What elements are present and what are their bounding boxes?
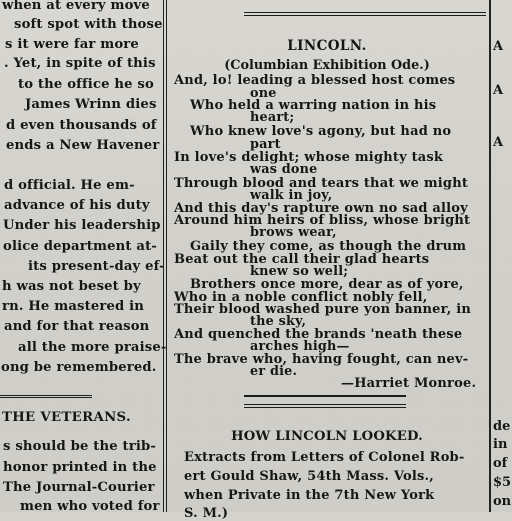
left-line-20: honor printed in the xyxy=(3,460,157,475)
left-line-9: d official. He em- xyxy=(4,178,135,193)
section-line-1: Extracts from Letters of Colonel Rob- xyxy=(184,450,465,465)
poem-line-3: Who held a warring nation in his xyxy=(190,98,437,113)
left-line-5: to the office he so xyxy=(18,77,154,92)
poem-line-7: In love's delight; whose mighty task xyxy=(174,150,444,165)
right-fragment-7: $5 xyxy=(493,475,512,490)
left-line-21: The Journal-Courier xyxy=(3,480,155,495)
left-section-heading: THE VETERANS. xyxy=(2,410,131,425)
left-line-8: ends a New Havener xyxy=(6,138,160,153)
poem-line-13: brows wear, xyxy=(250,225,337,240)
right-fragment-1: A xyxy=(493,39,504,54)
poem-line-9: Through blood and tears that we might xyxy=(174,176,469,191)
poem-line-1: And, lo! leading a blessed host comes xyxy=(174,73,456,88)
section-line-3: when Private in the 7th New York xyxy=(184,488,435,503)
poem-line-14: Gaily they come, as though the drum xyxy=(190,239,467,254)
poem-line-17: Brothers once more, dear as of yore, xyxy=(190,277,464,292)
left-line-17: all the more praise- xyxy=(18,340,167,355)
left-line-11: Under his leadership xyxy=(3,218,161,233)
poem-line-8: was done xyxy=(250,162,318,177)
left-article-column xyxy=(0,0,167,514)
poem-line-6: part xyxy=(250,137,281,152)
left-line-16: and for that reason xyxy=(4,319,150,334)
left-line-4: . Yet, in spite of this xyxy=(4,56,156,71)
middle-section-rule-1 xyxy=(244,395,406,397)
left-line-19: s should be the trib- xyxy=(3,439,156,454)
left-line-18: ong be remembered. xyxy=(1,360,157,375)
left-line-14: h was not beset by xyxy=(2,279,141,294)
left-line-1: when at every move xyxy=(2,0,150,13)
right-fragment-3: A xyxy=(493,135,504,150)
poem-line-16: knew so well; xyxy=(250,264,349,279)
poem-line-20: the sky, xyxy=(250,314,307,329)
poem-line-23: The brave who, having fought, can nev- xyxy=(174,352,469,367)
right-fragment-2: A xyxy=(493,83,504,98)
middle-article-column xyxy=(168,0,486,521)
left-section-rule xyxy=(0,395,92,398)
poem-subtitle: (Columbian Exhibition Ode.) xyxy=(224,58,430,73)
left-line-13: its present-day ef- xyxy=(28,259,165,274)
middle-section-rule-2 xyxy=(244,404,406,408)
section-title: HOW LINCOLN LOOKED. xyxy=(231,429,423,444)
left-line-7: d even thousands of xyxy=(6,118,157,133)
poem-line-5: Who knew love's agony, but had no xyxy=(190,124,452,139)
poem-line-18: Who in a noble conflict nobly fell, xyxy=(174,290,428,305)
poem-line-24: er die. xyxy=(250,364,298,379)
right-fragment-6: of xyxy=(493,456,508,471)
column-divider-right xyxy=(489,0,491,512)
poem-line-4: heart; xyxy=(250,110,295,125)
left-line-2: soft spot with those xyxy=(14,17,163,32)
poem-line-11: And this day's rapture own no sad alloy xyxy=(174,201,468,216)
right-fragment-5: in xyxy=(493,437,508,452)
left-line-3: s it were far more xyxy=(5,37,139,52)
left-line-12: olice department at- xyxy=(3,239,157,254)
left-line-6: James Wrinn dies xyxy=(25,97,157,112)
left-line-22: men who voted for xyxy=(20,499,160,514)
right-fragment-8: on xyxy=(493,494,512,509)
section-line-2: ert Gould Shaw, 54th Mass. Vols., xyxy=(184,469,434,484)
poem-author: —Harriet Monroe. xyxy=(341,376,477,391)
column-divider-left-2 xyxy=(166,0,167,512)
right-fragment-4: de xyxy=(493,419,511,434)
column-divider-left-1 xyxy=(163,0,164,512)
top-double-rule xyxy=(244,12,486,16)
left-line-10: advance of his duty xyxy=(4,198,150,213)
poem-line-15: Beat out the call their glad hearts xyxy=(174,252,430,267)
poem-line-21: And quenched the brands 'neath these xyxy=(174,327,463,342)
poem-line-22: arches high— xyxy=(250,339,350,354)
left-line-15: rn. He mastered in xyxy=(2,299,145,314)
right-column-fragment xyxy=(493,0,512,512)
poem-line-19: Their blood washed pure yon banner, in xyxy=(174,302,471,317)
poem-line-10: walk in joy, xyxy=(250,188,333,203)
poem-line-12: Around him heirs of bliss, whose bright xyxy=(174,213,471,228)
poem-line-2: one xyxy=(250,86,277,101)
poem-title: LINCOLN. xyxy=(287,38,367,54)
section-line-4: S. M.) xyxy=(184,506,229,521)
